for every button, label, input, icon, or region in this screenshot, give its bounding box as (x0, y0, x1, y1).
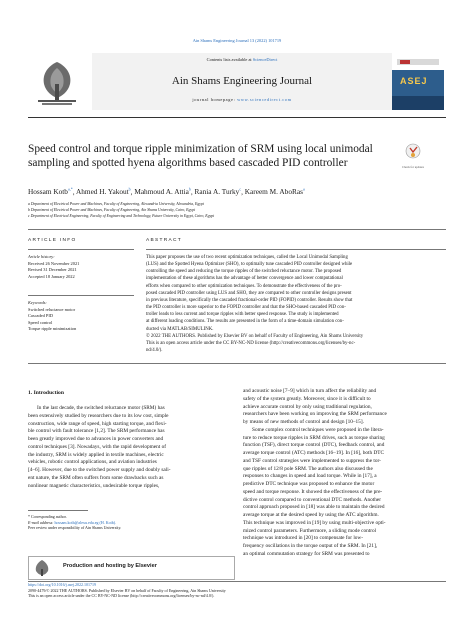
elsevier-box-label: Production and hosting by Elsevier (63, 563, 157, 569)
author-name: Kareem M. AboRas (244, 187, 303, 197)
intro-line: que ripples of 12/8 pole SRM. The authors also discussed the (243, 465, 373, 472)
author[interactable] (134, 187, 191, 196)
intro-line: and acoustic noise [7–9] which in turn affect the reliability and (243, 388, 377, 394)
keywords-rule (28, 295, 134, 296)
abstract-line: in previous literature, specifically the cascaded fractional-order PID (FOPID) controller. Results show that (146, 297, 353, 303)
intro-line: ent nature, the SRM often suffers from some drawbacks such as (28, 474, 164, 481)
intro-line: and TSF control strategies were implemented to suppress the tor- (243, 457, 381, 464)
intro-line: mized control parameters. Furthermore, a sliding mode control (243, 527, 377, 534)
running-head: Ain Shams Engineering Journal 13 (2022) 101719 (192, 38, 282, 43)
revised-date: Revised 31 December 2021 (28, 267, 77, 272)
article-history (28, 254, 138, 280)
accepted-date: Accepted 18 January 2022 (28, 273, 75, 279)
intro-line: responses to changes in speed and load torque. While in [17], a (243, 473, 377, 480)
author-name: Mahmoud A. Attia (134, 187, 189, 197)
intro-line: predictive DTC technique was proposed to enhance the motor (243, 481, 375, 487)
author-name: Rania A. Turky (194, 187, 240, 197)
intro-line: been greatly improved due to advances in power converters and (28, 436, 164, 442)
abstract-heading: ABSTRACT (146, 238, 182, 243)
footnote (28, 514, 233, 531)
affiliation: b Department of Electrical Power and Machines, Faculty of Engineering, Ain Shams University, Cairo, Egypt (28, 208, 196, 212)
email-label: E-mail address: (28, 519, 55, 525)
homepage-line (92, 97, 392, 103)
intro-line: average torque control (ATC) methods [16–19]. In [16], both DTC (243, 450, 385, 456)
cover-letters: ASEJ (400, 76, 428, 86)
intro-line: researchers have been working on improving the SRM performance (243, 411, 387, 418)
peer-review-note: Peer review under responsibility of Ain Shams University. (28, 525, 122, 531)
intro-line: technique was introduced in [20] to compensate for low- (243, 535, 364, 542)
abstract-rule (146, 249, 446, 250)
section-heading-introduction: 1. Introduction (28, 390, 64, 396)
affil-rule (28, 229, 446, 230)
intro-line: an optimal commutation strategy for SRM was presented to (243, 550, 370, 557)
intro-line: ture to reduce torque ripples in SRM drives, such as torque sharing (243, 434, 385, 441)
footnote-rule (28, 510, 88, 511)
license-line: This is an open access article under the CC BY-NC-ND license (http://creativecommons.org/licenses/by-nc-nd/4.0/). (28, 593, 215, 599)
author[interactable] (76, 187, 131, 196)
keywords-label: Keywords: (28, 300, 47, 305)
intro-line: Some complex control techniques were proposed in the litera- (252, 426, 384, 433)
abstract-line: posed cascaded PID controller using LUS and SHO, they are compared to other controller designs present (146, 290, 352, 296)
intro-left-column (28, 405, 232, 490)
abstract-line: This paper proposes the use of two recent optimization techniques, called the Local Unimodal Sampling (146, 255, 348, 260)
keyword: Cascaded PID (28, 313, 53, 318)
keywords-block (28, 300, 138, 333)
intro-line: [4–6]. However, due to the switched power supply and doubly sali- (28, 467, 171, 473)
intro-line: ble control with fault tolerance [1,2]. The SRM performance has (28, 428, 165, 435)
author-sup: c (239, 187, 242, 192)
received-date: Received 26 November 2021 (28, 260, 80, 266)
author[interactable] (28, 187, 73, 196)
contents-prefix: Contents lists available at (206, 57, 253, 62)
abstract-bottom-rule (28, 363, 446, 364)
elsevier-tree-icon (32, 559, 52, 577)
intro-line: safety of the system greatly. Moreover, since it is difficult to (243, 395, 371, 402)
bottom-info (28, 582, 448, 599)
elsevier-production-box (28, 556, 235, 580)
abstract-line: efforts when compared to other optimization techniques. To demonstrate the effectiveness of the pro- (146, 283, 342, 289)
author-name: Hossam Kotb (28, 187, 68, 197)
author[interactable] (245, 187, 305, 196)
article-info-rule (28, 249, 134, 250)
cover-band (392, 96, 444, 110)
journal-name: Ain Shams Engineering Journal (171, 75, 313, 87)
affiliation: c Department of Electrical Engineering, Faculty of Engineering and Technology, Future University in Egypt, Cairo, Egypt (28, 214, 215, 218)
abstract-line: (LUS) and the Spotted Hyena Optimizer (SHO), to optimally tune cascaded PID controller designed while (146, 262, 353, 268)
cover-top (392, 54, 444, 70)
journal-cover (392, 54, 444, 110)
intro-line: vehicles, robotic control applications, and aviation industries (28, 459, 157, 466)
author-sup: a,* (67, 187, 73, 192)
intro-line: been extensively studied by researchers due to its low cost, simple (28, 412, 169, 419)
header-rule (28, 117, 446, 118)
abstract-line: ducted via MATLAB/SIMULINK. (146, 326, 214, 332)
keyword: Switched reluctance motor (28, 306, 76, 312)
doi-link[interactable]: https://doi.org/10.1016/j.asej.2022.101719 (28, 582, 97, 587)
abstract-line: This is an open access article under the CC BY-NC-ND license (http://creativecommons.org/licenses/by-nc- (146, 340, 356, 346)
intro-line: frequency oscillations in the torque output of the SRM. In [21], (243, 543, 378, 549)
abstract-line: nd/4.0/). (146, 348, 163, 354)
author-list: Hossam Kotb$^{a,*}$, Ahmed H. Yakout$^b$, Mahmoud A. Attia$^b$, Rania A. Turky$^c$, Kareem M. AboRas$^a$ (28, 187, 305, 197)
author-sup: b (128, 187, 131, 192)
author-sup: a (302, 187, 305, 192)
intro-line: nonlinear magnetic characteristics, undesirable torque ripples, (28, 482, 160, 489)
email-link[interactable]: hossam.kotb@alexu.edu.eg (H. Kotb). (54, 519, 117, 525)
article-title: Speed control and torque ripple minimization of SRM using local unimodal sampling and spotted hyena algorithms based cascaded PID controller (28, 143, 373, 170)
intro-line: In the last decade, the switched reluctance motor (SRM) has (37, 405, 165, 411)
abstract-line: troller leads to less current and torque ripples with better speed response. The study is implemented (146, 312, 339, 318)
article-info-heading: ARTICLE INFO (28, 238, 77, 243)
intro-line: dictive control compared to conventional DTC methods. Another (243, 496, 381, 503)
check-updates-icon (402, 143, 424, 161)
author-sup: b (188, 187, 191, 192)
homepage-link[interactable]: www.sciencedirect.com (237, 97, 292, 102)
intro-line: function (TSF), direct torque control (DTC), feedback control, and (243, 442, 385, 449)
keyword: Speed control (28, 319, 53, 325)
intro-line: the industry, SRM is widely applied in textile machines, electric (28, 451, 164, 458)
elsevier-logo (28, 56, 86, 108)
abstract-line: at different loading conditions. The results are presented in the form of a time-domain simulation con- (146, 319, 344, 325)
check-updates-label: Check for updates (402, 165, 424, 169)
intro-line: achieve accurate control by only using traditional regulation, (243, 403, 372, 410)
abstract-line: controlling the speed and reducing the torque ripples of the switched reluctance motor. The proposed (146, 269, 342, 275)
intro-line: construction, wide range of speed, high starting torque, and flexi- (28, 420, 167, 427)
check-updates-badge[interactable] (402, 143, 424, 170)
intro-line: control techniques [3]. Nowadays, with the rapid development of (28, 443, 166, 450)
intro-line: average torque at the desired speed by using the ATC algorithm. (243, 512, 379, 518)
affiliations (28, 201, 448, 219)
corresponding-note: * Corresponding author. (28, 514, 67, 519)
author[interactable] (195, 187, 242, 196)
contents-line (92, 57, 392, 63)
abstract-line: © 2022 THE AUTHORS. Published by Elsevier BV on behalf of Faculty of Engineering, Ain Shams University (146, 333, 364, 339)
journal-header (92, 53, 392, 110)
homepage-prefix: journal homepage: (192, 97, 238, 102)
intro-line: This technique was improved in [19] by using multi-objective opti- (243, 519, 386, 526)
cover-banner-icon (397, 58, 439, 66)
sciencedirect-link[interactable]: ScienceDirect (252, 57, 278, 62)
intro-line: speed and torque response. It showed the effectiveness of the pre- (243, 488, 383, 495)
affiliation: a Department of Electrical Power and Machines, Faculty of Engineering, Alexandria University, Alexandria, Egypt (28, 202, 204, 206)
abstract-body (146, 254, 446, 354)
abstract-line: implementation of these algorithms has the advantage of better convergence and lower computational (146, 276, 343, 282)
intro-line: by means of new methods of control and design [10–15]. (243, 419, 364, 425)
author-name: Ahmed H. Yakout (75, 187, 129, 197)
keyword: Torque ripple minimization (28, 326, 77, 331)
copyright-line: 2090-4479/© 2022 THE AUTHORS. Published by Elsevier BV on behalf of Faculty of Engineering, Ain Shams University (28, 587, 226, 593)
intro-line: control approach proposed in [18] was able to maintain the desired (243, 504, 385, 511)
abstract-line: the PID controller is more superior to the FOPID controller and that the SHO-based cascaded PID con- (146, 305, 346, 311)
intro-right-column (243, 388, 447, 559)
history-label: Article history: (28, 254, 55, 259)
